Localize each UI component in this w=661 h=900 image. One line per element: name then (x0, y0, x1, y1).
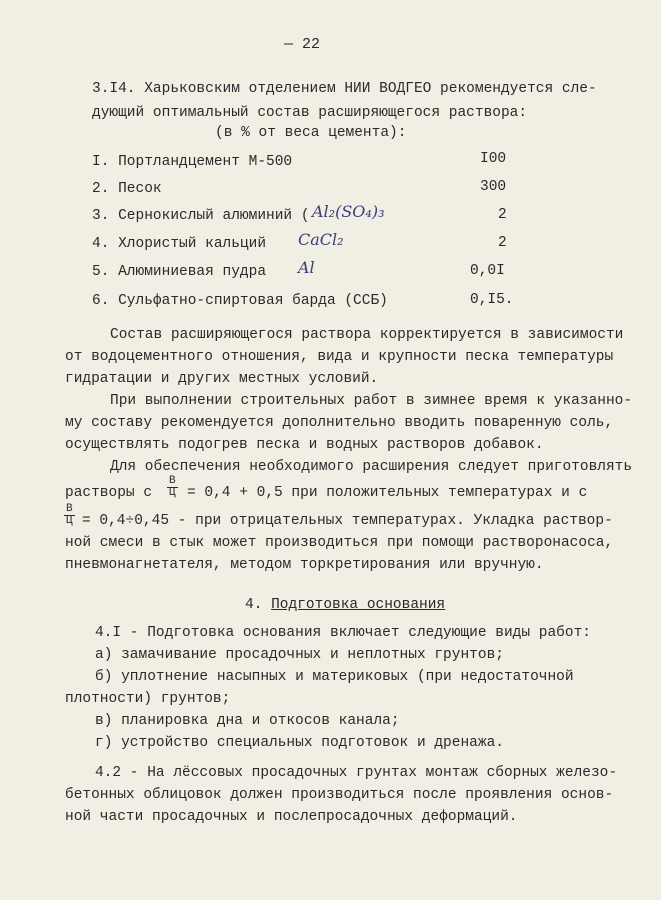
fraction-numerator-2: В (66, 503, 73, 515)
page-number: — 22 (284, 36, 321, 53)
section-4-heading (245, 596, 445, 614)
section-4-line-7: 4.2 - На лёссовых просадочных грунтах монтаж сборных железо- (95, 765, 618, 781)
para3-line-2b: = 0,4 + 0,5 при положительных температурах и с (187, 485, 588, 501)
fraction-denominator-2: Ц (66, 515, 73, 527)
item-4-label: 4. Хлористый кальций (92, 236, 267, 252)
fraction-b-over-c (167, 476, 178, 499)
section-4-line-6: г) устройство специальных подготовок и дренажа. (95, 735, 504, 751)
section-4-line-4: плотности) грунтов; (65, 691, 231, 707)
item-5-formula: Al (298, 258, 315, 277)
para1-line-3: гидратации и других местных условий. (65, 371, 379, 387)
para2-line-1: При выполнении строительных работ в зимнее время к указанно- (110, 393, 633, 409)
item-5-value: 0,0I (470, 263, 505, 279)
section-4-line-3: б) уплотнение насыпных и материковых (при недостаточной (95, 669, 574, 685)
item-3-value: 2 (498, 207, 507, 223)
item-4-formula: CaCl₂ (298, 230, 344, 249)
section-4-title: Подготовка основания (271, 597, 446, 613)
para2-line-2: му составу рекомендуется дополнительно вводить поваренную соль, (65, 415, 614, 431)
para1-line-1: Состав расширяющегося раствора корректируется в зависимости (110, 327, 624, 343)
item-4-value: 2 (498, 235, 507, 251)
section-4-line-9: ной части просадочных и послепросадочных деформаций. (65, 809, 518, 825)
item-1-label: I. Портландцемент М-500 (92, 154, 293, 170)
para3-line-2a: растворы с (65, 485, 153, 501)
section-4-number: 4. (245, 597, 263, 613)
section-4-line-8: бетонных облицовок должен производиться после проявления основ- (65, 787, 614, 803)
item-6-value: 0,I5. (470, 292, 514, 308)
para3-line-3: = 0,4÷0,45 - при отрицательных температурах. Укладка раствор- (82, 513, 613, 529)
fraction-denominator: Ц (169, 487, 176, 499)
item-1-value: I00 (480, 151, 507, 167)
item-2-value: 300 (480, 179, 507, 195)
fraction-numerator: В (169, 475, 176, 487)
section-3-14-line-2: дующий оптимальный состав расширяющегося раствора: (92, 105, 528, 121)
para3-line-5: пневмонагнетателя, методом торкретирования или вручную. (65, 557, 544, 573)
section-3-14-line-3: (в % от веса цемента): (215, 125, 407, 141)
fraction-b-over-c-2 (64, 504, 75, 527)
item-6-label: 6. Сульфатно-спиртовая барда (ССБ) (92, 293, 388, 309)
section-4-line-5: в) планировка дна и откосов канала; (95, 713, 400, 729)
para1-line-2: от водоцементного отношения, вида и крупности песка температуры (65, 349, 614, 365)
section-4-line-2: а) замачивание просадочных и неплотных грунтов; (95, 647, 504, 663)
para3-line-1: Для обеспечения необходимого расширения следует приготовлять (110, 459, 633, 475)
item-3-formula: Al₂(SO₄)₃ (312, 202, 385, 221)
item-3-label: 3. Сернокислый алюминий ( (92, 208, 310, 224)
item-2-label: 2. Песок (92, 181, 162, 197)
para2-line-3: осуществлять подогрев песка и водных растворов добавок. (65, 437, 544, 453)
section-4-line-1: 4.I - Подготовка основания включает следующие виды работ: (95, 625, 591, 641)
section-3-14-line-1: 3.I4. Харьковским отделением НИИ ВОДГЕО рекомендуется сле- (92, 81, 597, 97)
item-5-label: 5. Алюминиевая пудра (92, 264, 267, 280)
para3-line-4: ной смеси в стык может производиться при помощи растворонасоса, (65, 535, 614, 551)
